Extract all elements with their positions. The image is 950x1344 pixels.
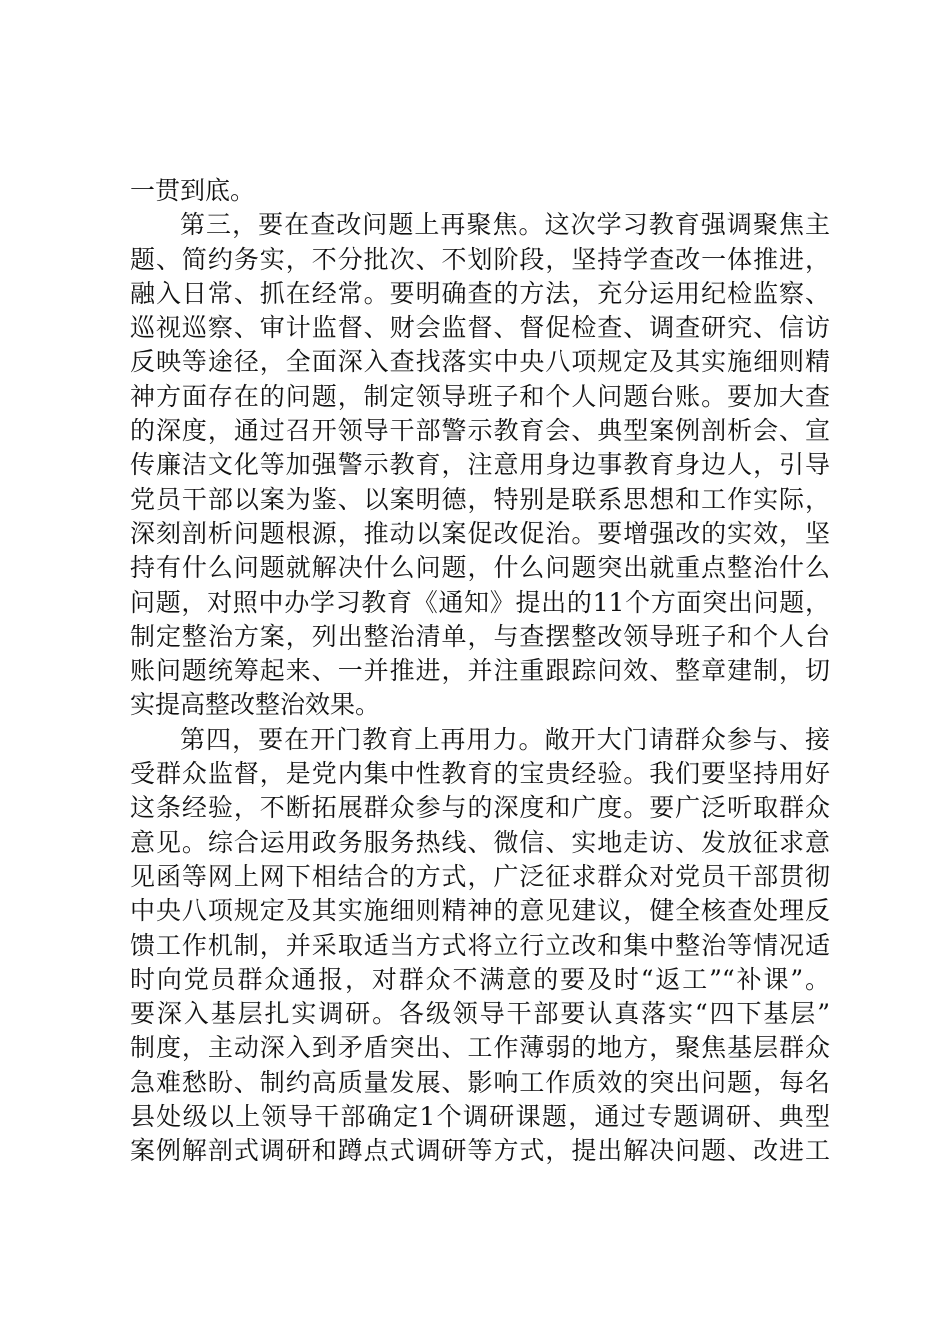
text-line: 中央八项规定及其实施细则精神的意见建议，健全核查处理反 <box>130 896 830 926</box>
text-line: 急难愁盼、制约高质量发展、影响工作质效的突出问题，每名 <box>130 1067 830 1097</box>
text-line: 持有什么问题就解决什么问题，什么问题突出就重点整治什么 <box>130 553 830 583</box>
text-line: 案例解剖式调研和蹲点式调研等方式，提出解决问题、改进工 <box>130 1136 830 1166</box>
text-line: 反映等途径，全面深入查找落实中央八项规定及其实施细则精 <box>130 347 830 377</box>
text-line: 实提高整改整治效果。 <box>130 690 381 720</box>
text-line: 见函等网上网下相结合的方式，广泛征求群众对党员干部贯彻 <box>130 861 830 891</box>
text-line: 制定整治方案，列出整治清单，与查摆整改领导班子和个人台 <box>130 621 830 651</box>
text-line: 制度，主动深入到矛盾突出、工作薄弱的地方，聚焦基层群众 <box>130 1033 830 1063</box>
text-line: 一贯到底。 <box>130 176 256 205</box>
text-line: 问题，对照中办学习教育《通知》提出的11个方面突出问题， <box>130 587 830 617</box>
text-line: 馈工作机制，并采取适当方式将立行立改和集中整治等情况适 <box>130 930 830 960</box>
text-line: 要深入基层扎实调研。各级领导干部要认真落实“四下基层” <box>130 999 830 1029</box>
text-line: 第四，要在开门教育上再用力。敞开大门请群众参与、接 <box>180 724 830 754</box>
text-line: 题、简约务实，不分批次、不划阶段，坚持学查改一体推进， <box>130 244 830 274</box>
text-line: 县处级以上领导干部确定1个调研课题，通过专题调研、典型 <box>130 1102 830 1132</box>
text-line: 受群众监督，是党内集中性教育的宝贵经验。我们要坚持用好 <box>130 759 830 789</box>
text-line: 党员干部以案为鉴、以案明德，特别是联系思想和工作实际， <box>130 484 830 514</box>
text-line: 意见。综合运用政务服务热线、微信、实地走访、发放征求意 <box>130 827 830 857</box>
text-line: 时向党员群众通报，对群众不满意的要及时“返工”“补课”。 <box>130 964 830 994</box>
text-line: 的深度，通过召开领导干部警示教育会、典型案例剖析会、宣 <box>130 416 830 446</box>
text-line: 深刻剖析问题根源，推动以案促改促治。要增强改的实效，坚 <box>130 518 830 548</box>
text-line: 巡视巡察、审计监督、财会监督、督促检查、调查研究、信访 <box>130 313 830 343</box>
text-line: 这条经验，不断拓展群众参与的深度和广度。要广泛听取群众 <box>130 793 830 823</box>
text-line: 账问题统筹起来、一并推进，并注重跟踪问效、整章建制，切 <box>130 656 830 686</box>
text-line: 融入日常、抓在经常。要明确查的方法，充分运用纪检监察、 <box>130 278 830 308</box>
text-line: 神方面存在的问题，制定领导班子和个人问题台账。要加大查 <box>130 381 830 411</box>
body-text <box>130 174 830 1169</box>
text-line: 传廉洁文化等加强警示教育，注意用身边事教育身边人，引导 <box>130 450 830 480</box>
text-line: 第三，要在查改问题上再聚焦。这次学习教育强调聚焦主 <box>180 210 830 240</box>
